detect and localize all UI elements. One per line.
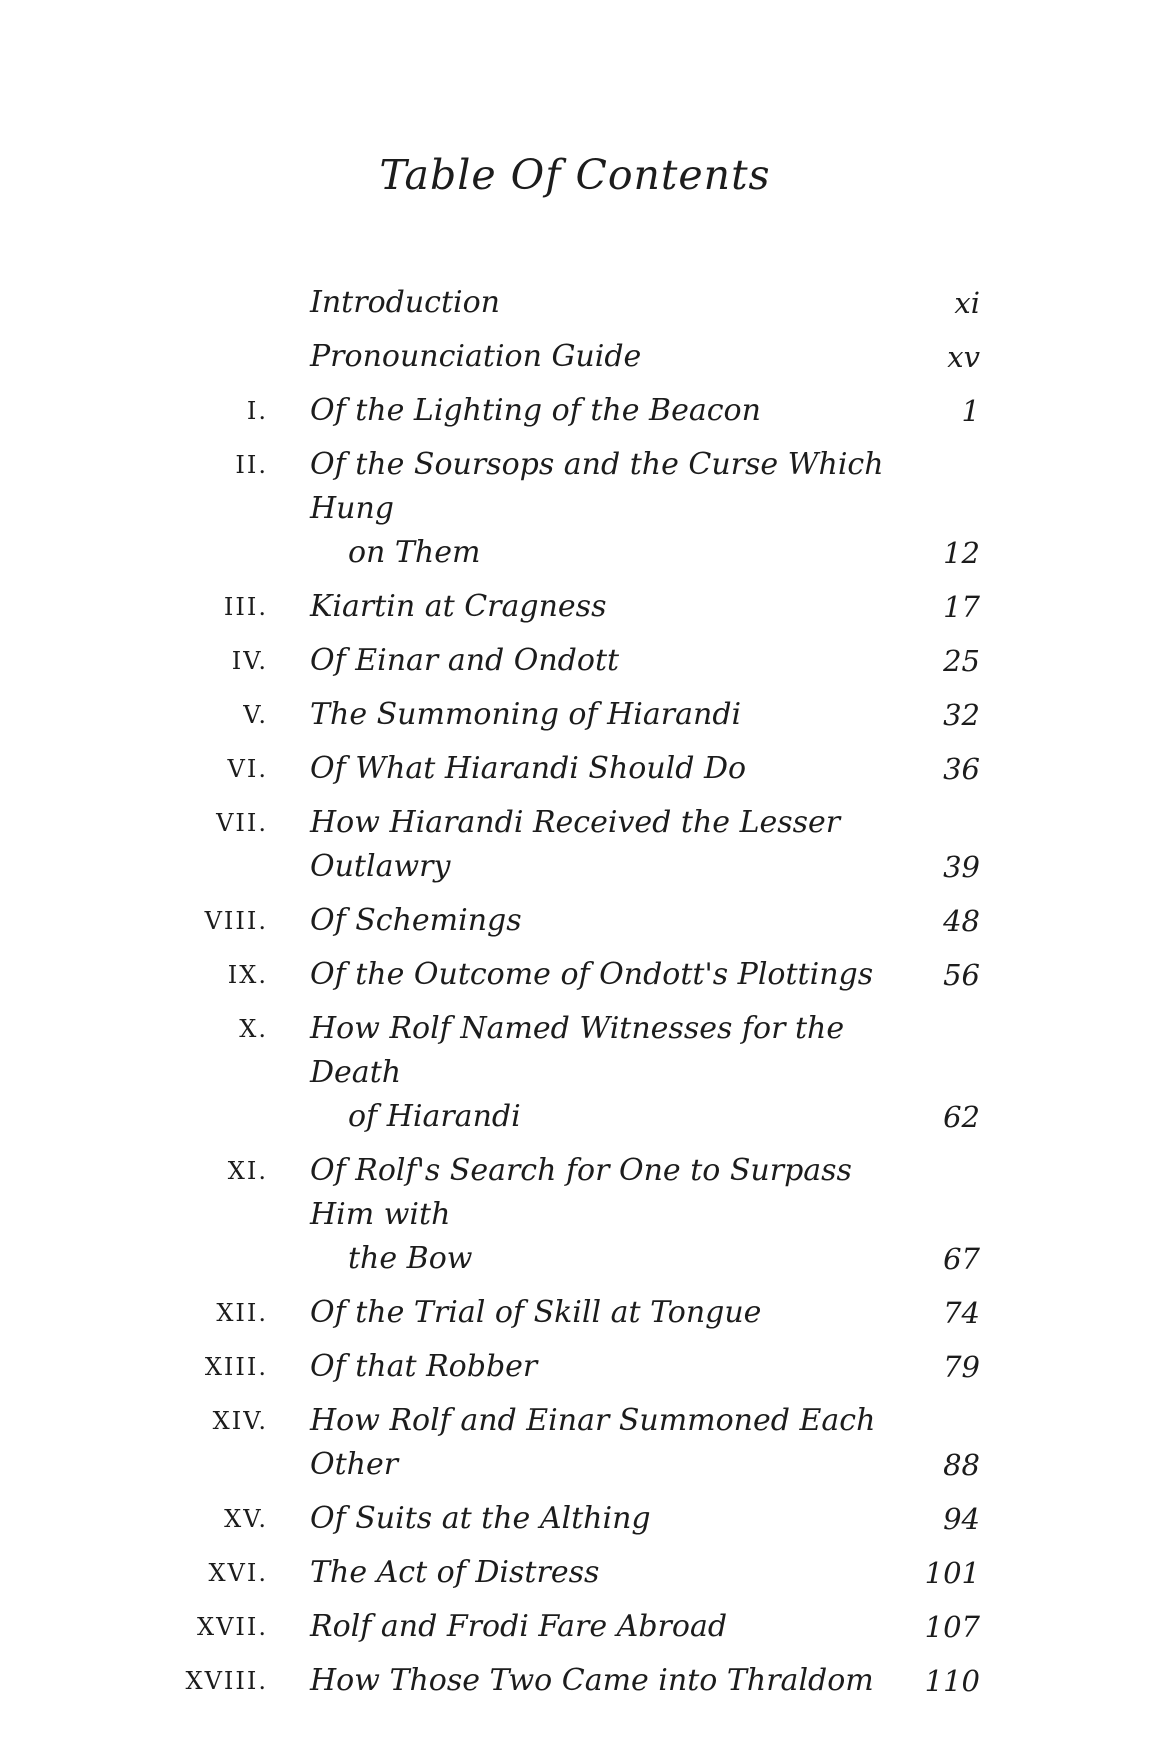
toc-entry-page: 48 [943,904,980,939]
toc-entry-page: 36 [943,752,980,787]
toc-entry-page: 88 [943,1448,980,1483]
toc-entry-title [310,693,910,737]
toc-entry-numeral: VIII. [204,907,268,936]
toc-entry-page: 39 [943,850,980,885]
toc-entry-title-line: on Them [348,535,481,571]
toc-entry-title-line: Pronounciation Guide [310,339,642,375]
toc-entry-title-line: Of Einar and Ondott [310,643,620,679]
toc-entry-numeral: IV. [231,647,268,676]
toc-entry [168,1551,980,1595]
toc-entry [168,1291,980,1335]
toc-entry-title [310,1605,910,1649]
toc-entry-title [310,1497,910,1541]
toc-entry-page: 107 [924,1610,980,1645]
toc-entry-numeral: II. [235,451,268,480]
toc-entry-title [310,281,910,325]
toc-entry-numeral: V. [243,701,268,730]
toc-entry-title-line: Kiartin at Cragness [310,589,607,625]
toc-entry [168,899,980,943]
toc-entry-title [310,639,910,683]
toc-entry-numeral: III. [223,593,268,622]
toc-entry [168,1659,980,1703]
page-title: Table Of Contents [379,151,771,199]
toc-entry [168,1149,980,1281]
toc-entry-title-line: How Rolf and Einar Summoned Each Other [310,1403,876,1483]
toc-entry-title [310,335,910,379]
toc-entry-title-line: How Rolf Named Witnesses for the Death [310,1011,845,1091]
toc-entry [168,1345,980,1389]
toc-entry-page: 74 [943,1296,980,1331]
toc-entry-numeral: XII. [216,1299,268,1328]
toc-entry-title [310,953,910,997]
toc-entry-title [310,801,910,889]
toc-entry-numeral: VII. [216,809,268,838]
toc-entry-page: 12 [943,536,980,571]
toc-entry-title-line: The Summoning of Hiarandi [310,697,742,733]
toc-entry-page: 79 [943,1350,980,1385]
toc-entry-page: 25 [943,644,980,679]
toc-entry [168,335,980,379]
toc-entry [168,747,980,791]
toc-entry-title-line: How Hiarandi Received the Lesser Outlawry [310,805,841,885]
toc-entry-title-line: the Bow [348,1241,473,1277]
toc-entry-title-line: Introduction [310,285,500,321]
toc-entry-numeral: IX. [227,961,268,990]
toc-entry-title-line: Of the Trial of Skill at Tongue [310,1295,762,1331]
toc-entry-page: 94 [943,1502,980,1537]
toc-entry-page: 110 [924,1664,980,1699]
toc-entry-title [310,389,910,433]
toc-entry-numeral: XV. [224,1505,268,1534]
toc-entry [168,693,980,737]
toc-entry-title-line: The Act of Distress [310,1555,600,1591]
toc-entry-title-line: Of Schemings [310,903,522,939]
toc-entry-page: 67 [943,1242,980,1277]
toc-entry-title-line: Of the Soursops and the Curse Which Hung [310,447,884,527]
toc-entry-numeral: XVI. [208,1559,268,1588]
toc-entry-title [310,585,910,629]
toc-entry-numeral: I. [246,397,268,426]
toc-entry-title [310,1659,910,1703]
toc-entry-page: 32 [943,698,980,733]
toc-entry-title-line: of Hiarandi [348,1099,521,1135]
toc-entry-title [310,747,910,791]
toc-entry-title [310,1345,910,1389]
toc-entry-page: 17 [943,590,980,625]
toc-entry-numeral: XVIII. [185,1667,268,1696]
toc-entry-title-line: Rolf and Frodi Fare Abroad [310,1609,728,1645]
toc-entry-title [310,1149,910,1281]
toc-entry-title [310,1291,910,1335]
toc-entry-title-line: Of the Lighting of the Beacon [310,393,761,429]
toc-entry-page: 1 [961,394,980,429]
toc-entry-page: 62 [943,1100,980,1135]
toc-entry [168,281,980,325]
toc-entry [168,1497,980,1541]
toc-entry [168,585,980,629]
toc-entry-page: xv [947,340,980,375]
toc-entry [168,443,980,575]
toc-entry-title [310,1551,910,1595]
toc-entry-numeral: XI. [227,1157,268,1186]
toc-entry-title-line: Of that Robber [310,1349,538,1385]
toc-entry [168,801,980,889]
toc-entry-title-line: Of Suits at the Althing [310,1501,651,1537]
toc-entry-page: xi [954,286,980,321]
toc-entry [168,1399,980,1487]
toc-entry-numeral: XIV. [212,1407,268,1436]
toc-entry-title-line: Of Rolf's Search for One to Surpass Him with [310,1153,852,1233]
toc-entry-numeral: XVII. [196,1613,268,1642]
toc-entry-title [310,1399,910,1487]
toc-entry-title [310,899,910,943]
toc-entry [168,1605,980,1649]
toc-entry-numeral: XIII. [204,1353,268,1382]
toc-entry-page: 101 [924,1556,980,1591]
toc-entry-numeral: VI. [227,755,268,784]
toc-entry [168,389,980,433]
toc-entry [168,639,980,683]
toc-entry-page: 56 [943,958,980,993]
toc-entry-title [310,1007,910,1139]
toc-entry [168,953,980,997]
toc-entry-title-line: Of the Outcome of Ondott's Plottings [310,957,874,993]
toc-entry-title [310,443,910,575]
toc-entry-title-line: Of What Hiarandi Should Do [310,751,747,787]
toc-list [168,281,980,1703]
toc-entry-numeral: X. [239,1015,268,1044]
toc-entry-title-line: How Those Two Came into Thraldom [310,1663,874,1699]
toc-entry [168,1007,980,1139]
